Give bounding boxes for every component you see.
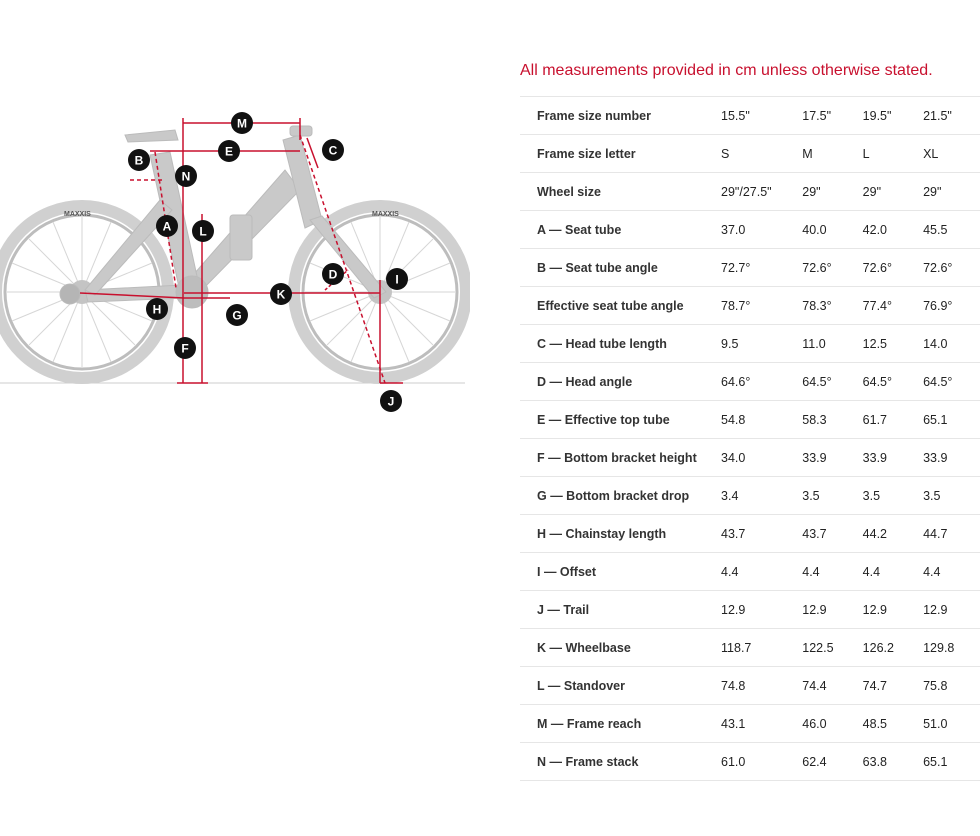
row-label: K — Wheelbase: [520, 629, 721, 667]
table-row: [520, 287, 980, 325]
row-value: 14.0: [923, 325, 980, 363]
measurement-notice: All measurements provided in cm unless otherwise stated.: [520, 62, 933, 79]
svg-text:E: E: [224, 144, 234, 159]
row-label: H — Chainstay length: [520, 515, 721, 553]
row-label: A — Seat tube: [520, 211, 721, 249]
table-row: [520, 667, 980, 705]
callout-M: [231, 112, 253, 134]
row-value: 61.0: [721, 743, 802, 781]
row-value: 72.6°: [923, 249, 980, 287]
table-row: [520, 135, 980, 173]
row-value: 4.4: [923, 553, 980, 591]
svg-text:F: F: [181, 341, 189, 356]
row-label: E — Effective top tube: [520, 401, 721, 439]
callout-F: [174, 337, 196, 359]
svg-text:M: M: [237, 116, 247, 131]
row-value: 11.0: [802, 325, 862, 363]
row-value: 4.4: [802, 553, 862, 591]
callout-A: [156, 215, 178, 237]
callout-G: [226, 304, 248, 326]
row-value: 58.3: [802, 401, 862, 439]
callout-B: [128, 149, 150, 171]
svg-text:N: N: [181, 169, 191, 184]
row-value: 63.8: [863, 743, 923, 781]
table-row: [520, 515, 980, 553]
row-value: 78.7°: [721, 287, 802, 325]
row-label: N — Frame stack: [520, 743, 721, 781]
row-value: 29": [863, 173, 923, 211]
row-value: 74.8: [721, 667, 802, 705]
table-row: [520, 477, 980, 515]
svg-text:L: L: [199, 224, 207, 239]
row-value: 9.5: [721, 325, 802, 363]
row-value: 74.7: [863, 667, 923, 705]
callout-C: [322, 139, 344, 161]
row-value: 64.5°: [863, 363, 923, 401]
table-row: [520, 705, 980, 743]
row-value: 65.1: [923, 401, 980, 439]
table-row: [520, 439, 980, 477]
row-value: 48.5: [863, 705, 923, 743]
row-value: XL: [923, 135, 980, 173]
svg-text:C: C: [328, 143, 338, 158]
callout-D: [322, 263, 344, 285]
row-value: 43.7: [802, 515, 862, 553]
callout-H: [146, 298, 168, 320]
row-value: 17.5": [802, 97, 862, 135]
row-value: 15.5": [721, 97, 802, 135]
table-row: [520, 743, 980, 781]
row-label: B — Seat tube angle: [520, 249, 721, 287]
row-value: 75.8: [923, 667, 980, 705]
row-value: 65.1: [923, 743, 980, 781]
row-value: 19.5": [863, 97, 923, 135]
row-value: S: [721, 135, 802, 173]
row-value: 33.9: [863, 439, 923, 477]
row-value: 12.9: [923, 591, 980, 629]
row-value: 33.9: [802, 439, 862, 477]
row-value: 37.0: [721, 211, 802, 249]
row-value: 29": [923, 173, 980, 211]
row-value: 12.5: [863, 325, 923, 363]
row-value: 77.4°: [863, 287, 923, 325]
row-value: 12.9: [802, 591, 862, 629]
row-value: 64.6°: [721, 363, 802, 401]
row-label: C — Head tube length: [520, 325, 721, 363]
row-value: 51.0: [923, 705, 980, 743]
row-value: 4.4: [721, 553, 802, 591]
svg-text:K: K: [276, 287, 286, 302]
row-label: D — Head angle: [520, 363, 721, 401]
callout-E: [218, 140, 240, 162]
row-value: 72.6°: [802, 249, 862, 287]
row-value: 61.7: [863, 401, 923, 439]
row-value: 42.0: [863, 211, 923, 249]
row-value: 34.0: [721, 439, 802, 477]
row-value: 64.5°: [802, 363, 862, 401]
row-value: M: [802, 135, 862, 173]
row-value: 33.9: [923, 439, 980, 477]
table-row: [520, 249, 980, 287]
row-value: 3.5: [863, 477, 923, 515]
table-row: [520, 325, 980, 363]
row-value: 4.4: [863, 553, 923, 591]
row-value: 3.5: [802, 477, 862, 515]
row-value: 29": [802, 173, 862, 211]
svg-text:G: G: [232, 308, 242, 323]
row-label: Frame size letter: [520, 135, 721, 173]
row-value: 12.9: [721, 591, 802, 629]
row-label: G — Bottom bracket drop: [520, 477, 721, 515]
row-value: 29"/27.5": [721, 173, 802, 211]
row-value: 74.4: [802, 667, 862, 705]
row-value: 21.5": [923, 97, 980, 135]
row-value: 72.6°: [863, 249, 923, 287]
row-value: 76.9°: [923, 287, 980, 325]
svg-text:B: B: [134, 153, 144, 168]
geometry-table-body: [520, 97, 980, 781]
row-value: 62.4: [802, 743, 862, 781]
row-value: 3.4: [721, 477, 802, 515]
table-row: [520, 363, 980, 401]
callout-J: [380, 390, 402, 412]
table-row: [520, 97, 980, 135]
row-value: 43.7: [721, 515, 802, 553]
row-value: 45.5: [923, 211, 980, 249]
row-label: I — Offset: [520, 553, 721, 591]
svg-text:I: I: [395, 272, 399, 287]
svg-text:J: J: [387, 394, 395, 409]
row-label: Wheel size: [520, 173, 721, 211]
callout-I: [386, 268, 408, 290]
row-value: 46.0: [802, 705, 862, 743]
row-label: J — Trail: [520, 591, 721, 629]
row-label: L — Standover: [520, 667, 721, 705]
svg-text:A: A: [162, 219, 172, 234]
row-label: Frame size number: [520, 97, 721, 135]
row-value: 78.3°: [802, 287, 862, 325]
row-value: 54.8: [721, 401, 802, 439]
row-label: M — Frame reach: [520, 705, 721, 743]
row-value: 12.9: [863, 591, 923, 629]
row-value: 3.5: [923, 477, 980, 515]
bike-geometry-diagram: [0, 80, 470, 420]
callout-L: [192, 220, 214, 242]
table-row: [520, 211, 980, 249]
geometry-table: [520, 96, 980, 781]
row-value: 40.0: [802, 211, 862, 249]
table-row: [520, 553, 980, 591]
table-row: [520, 591, 980, 629]
row-value: 44.7: [923, 515, 980, 553]
rear-tire-brand: MAXXIS: [64, 211, 91, 218]
row-value: 43.1: [721, 705, 802, 743]
svg-text:H: H: [152, 302, 162, 317]
table-row: [520, 173, 980, 211]
row-value: 64.5°: [923, 363, 980, 401]
row-value: 72.7°: [721, 249, 802, 287]
row-value: 126.2: [863, 629, 923, 667]
svg-text:D: D: [328, 267, 338, 282]
row-value: 129.8: [923, 629, 980, 667]
row-value: 118.7: [721, 629, 802, 667]
row-label: F — Bottom bracket height: [520, 439, 721, 477]
row-value: L: [863, 135, 923, 173]
front-tire-brand: MAXXIS: [372, 211, 399, 218]
callout-N: [175, 165, 197, 187]
table-row: [520, 629, 980, 667]
row-label: Effective seat tube angle: [520, 287, 721, 325]
table-row: [520, 401, 980, 439]
row-value: 122.5: [802, 629, 862, 667]
callout-K: [270, 283, 292, 305]
row-value: 44.2: [863, 515, 923, 553]
